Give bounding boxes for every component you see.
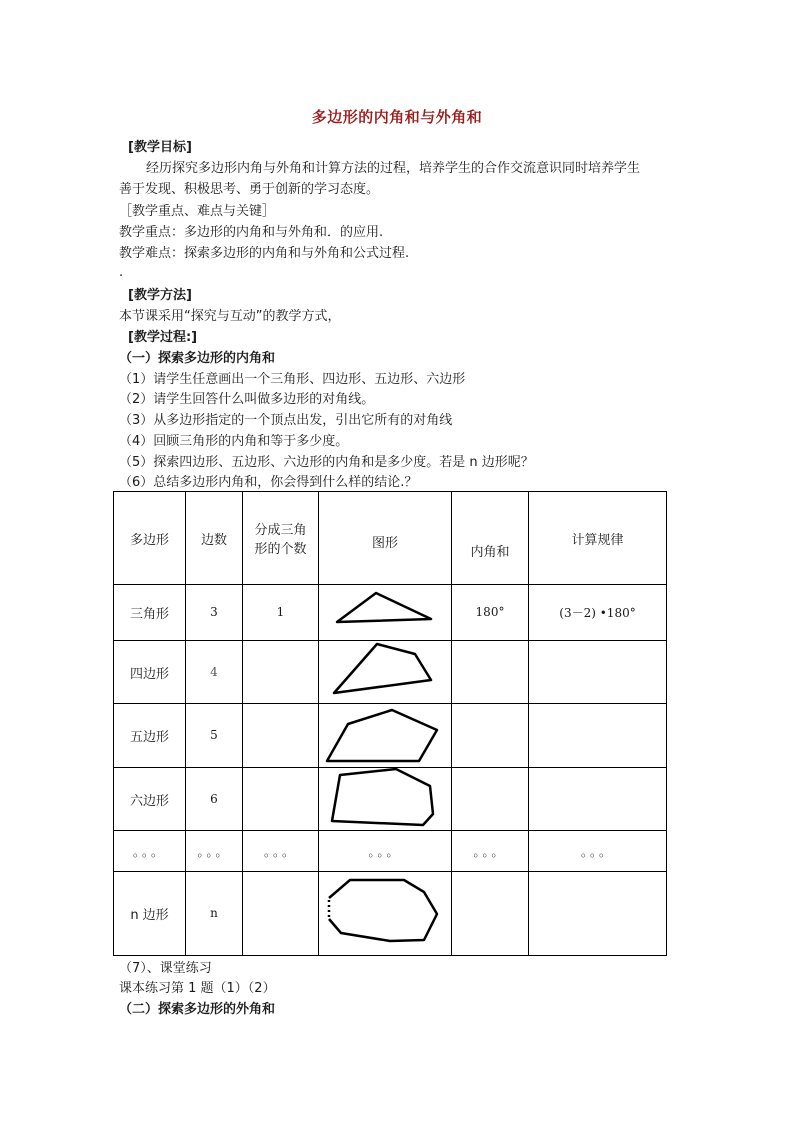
cell-sides: [186, 585, 243, 641]
cell-rule-value: (3－2) •180°: [559, 606, 636, 620]
cell-rule: [529, 641, 667, 704]
cell-triangles: [243, 641, 319, 704]
cell-angle-sum: [452, 641, 529, 704]
table-row: [114, 641, 667, 704]
method-text: 本节课采用“探究与互动”的教学方式，: [119, 309, 341, 324]
section2-heading: （二）探索多边形的外角和: [119, 1002, 276, 1017]
n-gon-shape: [319, 874, 451, 954]
cell-sides: [186, 641, 243, 704]
cell-polygon: 五边形: [114, 704, 186, 768]
process-step: （5）探索四边形、五边形、六边形的内角和是多少度。若是 n 边形呢？: [119, 455, 534, 470]
header-figure: 图形: [319, 492, 452, 585]
cell-rule: [529, 768, 667, 831]
cell-angle-sum: [452, 872, 529, 956]
ellipsis-text: 。。。: [132, 844, 166, 859]
header-angle-sum: 内角和: [452, 492, 529, 585]
cell-sides-value: 6: [210, 791, 218, 806]
header-triangles-line2: 形的个数: [254, 542, 307, 557]
table-row: [114, 768, 667, 831]
cell-triangles: [243, 872, 319, 956]
cell-sides-value: n: [210, 906, 218, 920]
process-step: （4）回顾三角形的内角和等于多少度。: [119, 434, 349, 449]
cell-ellipsis: [319, 831, 452, 872]
ellipsis-text: 。。。: [368, 844, 402, 859]
keypoints-heading: ［教学重点、难点与关键］: [119, 204, 276, 219]
cell-ellipsis: [529, 831, 667, 872]
cell-ellipsis: [114, 831, 186, 872]
cell-sides-value: 3: [210, 605, 218, 619]
table-row: [114, 872, 667, 956]
process-step: （6）总结多边形内角和，你会得到什么样的结论.？: [119, 475, 418, 490]
cell-triangles: [243, 585, 319, 641]
header-sides: 边数: [186, 492, 243, 585]
polygon-angle-table: [113, 491, 667, 956]
page-title: 多边形的内角和与外角和: [311, 108, 483, 126]
cell-figure: [319, 585, 452, 641]
pentagon-shape: [319, 705, 451, 767]
stray-dot: .: [119, 265, 124, 280]
cell-rule: [529, 704, 667, 768]
header-rule: 计算规律: [529, 492, 667, 585]
cell-figure: [319, 768, 452, 831]
cell-figure: [319, 641, 452, 704]
cell-ellipsis: [452, 831, 529, 872]
table-header-row: [114, 492, 667, 585]
process-heading: [教学过程:]: [128, 330, 198, 345]
teaching-focus: 教学重点：多边形的内角和与外角和．的应用.: [119, 225, 384, 240]
process-step: （1）请学生任意画出一个三角形、四边形、五边形、六边形: [119, 372, 466, 387]
cell-angle-sum: [452, 768, 529, 831]
cell-angle-sum: [452, 704, 529, 768]
cell-polygon: n 边形: [114, 872, 186, 956]
cell-angle-sum-value: 180°: [475, 605, 505, 619]
process-step: （2）请学生回答什么叫做多边形的对角线。: [119, 392, 375, 407]
objectives-text-line2: 善于发现、积极思考、勇于创新的学习态度。: [119, 182, 380, 197]
cell-angle-sum: [452, 585, 529, 641]
section1-heading: （一）探索多边形的内角和: [119, 351, 276, 366]
quadrilateral-shape: [319, 641, 451, 703]
classroom-practice: （7）、课堂练习: [119, 961, 212, 976]
cell-triangles-value: 1: [276, 605, 285, 619]
cell-rule: [529, 872, 667, 956]
ellipsis-text: 。。。: [197, 844, 231, 859]
cell-polygon: 三角形: [114, 585, 186, 641]
cell-triangles: [243, 704, 319, 768]
ellipsis-text: 。。。: [263, 844, 297, 859]
cell-rule: [529, 585, 667, 641]
cell-triangles: [243, 768, 319, 831]
cell-sides: [186, 768, 243, 831]
cell-figure: [319, 872, 452, 956]
table-row-ellipsis: [114, 831, 667, 872]
objectives-heading: [教学目标]: [128, 140, 192, 155]
cell-sides-value: 4: [210, 664, 218, 679]
method-heading: [教学方法]: [128, 288, 192, 303]
header-triangles-line1: 分成三角: [254, 523, 307, 538]
textbook-exercise: 课本练习第 1 题（1）（2）: [119, 981, 276, 996]
cell-sides: [186, 704, 243, 768]
cell-ellipsis: [186, 831, 243, 872]
table-row: [114, 704, 667, 768]
objectives-text-line1: 经历探究多边形内角与外角和计算方法的过程，培养学生的合作交流意识同时培养学生: [146, 161, 641, 176]
header-triangles: [243, 492, 319, 585]
teaching-difficulty: 教学难点：探索多边形的内角和与外角和公式过程.: [119, 246, 410, 261]
cell-ellipsis: [243, 831, 319, 872]
header-polygon: 多边形: [114, 492, 186, 585]
ellipsis-text: 。。。: [580, 844, 614, 859]
hexagon-shape: [319, 768, 451, 830]
cell-sides: [186, 872, 243, 956]
cell-figure: [319, 704, 452, 768]
cell-polygon: 四边形: [114, 641, 186, 704]
cell-sides-value: 5: [210, 728, 218, 742]
cell-polygon: 六边形: [114, 768, 186, 831]
table-row: [114, 585, 667, 641]
triangle-shape: [319, 586, 451, 640]
ellipsis-text: 。。。: [473, 844, 507, 859]
process-step: （3）从多边形指定的一个顶点出发，引出它所有的对角线: [119, 413, 453, 428]
